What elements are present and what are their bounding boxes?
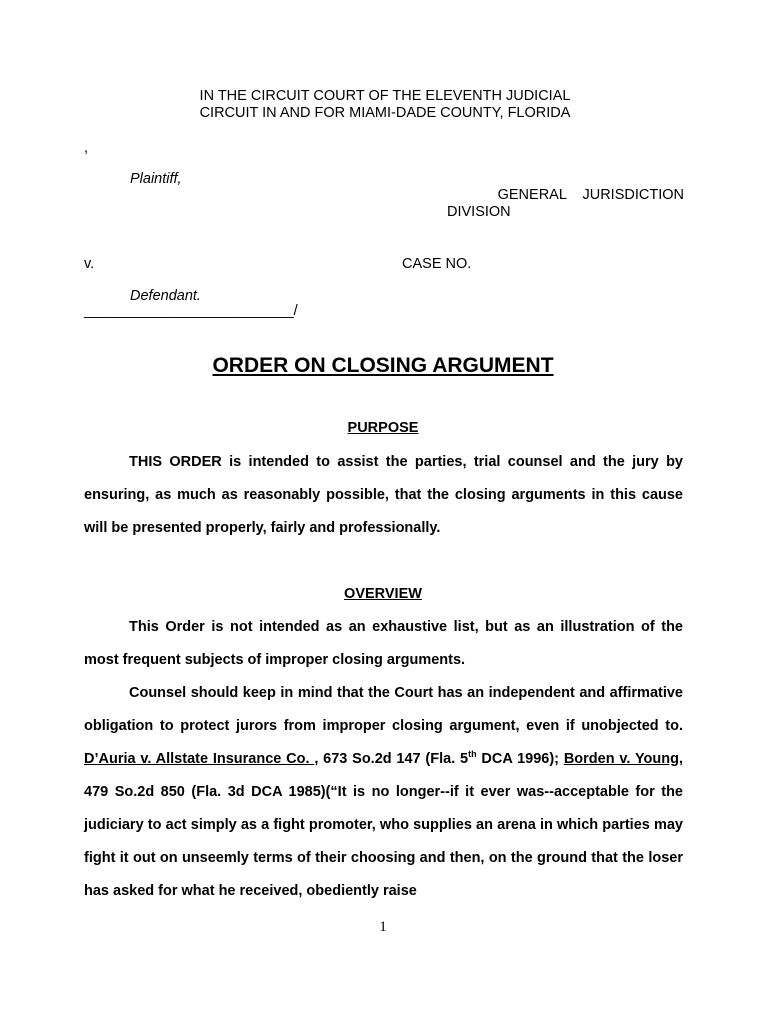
plaintiff-label: Plaintiff, [130, 171, 182, 187]
court-caption [0, 88, 770, 122]
plaintiff-name-comma: , [84, 140, 89, 156]
defendant-label: Defendant. [130, 288, 201, 304]
overview-paragraph-2 [84, 677, 683, 908]
overview-heading: OVERVIEW [344, 586, 422, 602]
case-number-label: CASE NO. [402, 256, 472, 272]
division-line-1: GENERAL JURISDICTION [497, 187, 684, 203]
overview-section [84, 611, 683, 908]
case-citation-dauria-court: DCA 1996); [476, 751, 564, 767]
case-citation-dauria-reporter: , 673 So.2d 147 (Fla. 5 [314, 751, 469, 767]
overview-paragraph-2-quote: , 479 So.2d 850 (Fla. 3d DCA 1985)(“It is no longer--if it ever was--acceptable for the judiciary to act simply as a fight promoter, who supplies an arena in which parties may fight it out on unseemly terms of their choosing and then, on the ground that the loser has asked for what he received, obediently raise [84, 751, 683, 899]
court-line-1: IN THE CIRCUIT COURT OF THE ELEVENTH JUDICIAL [199, 88, 571, 104]
division-line-2: DIVISION [447, 204, 511, 220]
purpose-section [84, 446, 683, 545]
signature-line: __________________________/ [84, 303, 298, 319]
purpose-paragraph: THIS ORDER is intended to assist the parties, trial counsel and the jury by ensuring, as much as reasonably possible, that the closing arguments in this cause will be presented properly, fairly and professionally. [84, 454, 683, 536]
overview-paragraph-2-intro: Counsel should keep in mind that the Court has an independent and affirmative obligation to protect jurors from improper closing argument, even if unobjected to. [84, 685, 683, 734]
page-title: ORDER ON CLOSING ARGUMENT [212, 354, 554, 377]
versus-label: v. [84, 256, 95, 272]
purpose-heading: PURPOSE [347, 420, 419, 436]
page-number: 1 [379, 919, 387, 935]
case-citation-dauria: D’Auria v. Allstate Insurance Co. [84, 751, 315, 767]
ordinal-superscript: th [468, 749, 477, 760]
case-citation-borden: Borden v. Young [563, 751, 679, 767]
court-line-2: CIRCUIT IN AND FOR MIAMI-DADE COUNTY, FLORIDA [199, 105, 571, 121]
overview-paragraph-1: This Order is not intended as an exhaustive list, but as an illustration of the most frequent subjects of improper closing arguments. [84, 619, 683, 668]
